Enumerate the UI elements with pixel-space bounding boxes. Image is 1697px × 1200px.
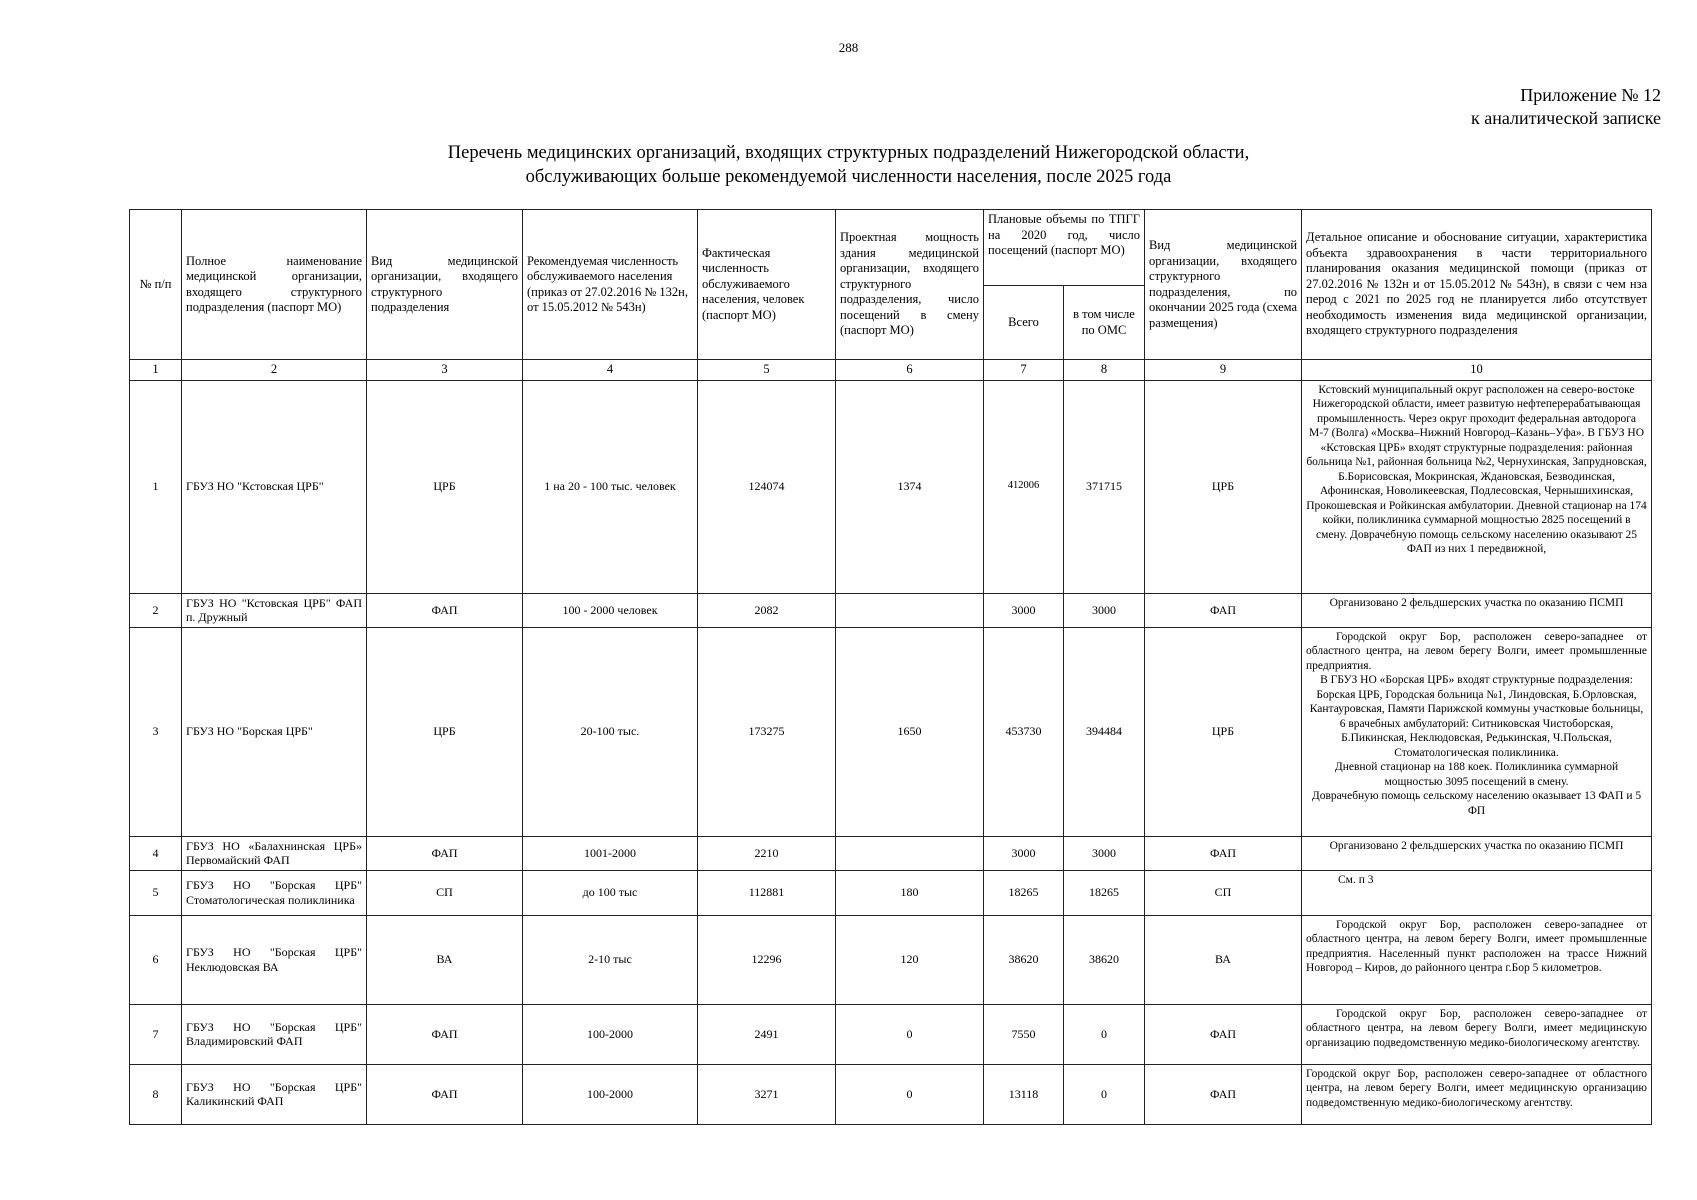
row-number: 4 (130, 836, 182, 870)
recommended-population: до 100 тыс (523, 870, 698, 915)
design-capacity (836, 593, 984, 627)
planned-oms: 38620 (1064, 915, 1145, 1004)
recommended-population: 2-10 тыс (523, 915, 698, 1004)
description-paragraph: Городской округ Бор, расположен северо-западнее от областного центра, на левом берегу Волги, имеет промышленные предприятия. (1306, 630, 1648, 672)
situation-description: См. п 3 (1302, 870, 1652, 915)
actual-population: 2210 (698, 836, 836, 870)
organizations-table (129, 209, 1652, 1125)
planned-total: 412006 (984, 380, 1064, 593)
row-number: 1 (130, 380, 182, 593)
column-number: 9 (1145, 360, 1302, 381)
header-col-type: Вид медицинской организации, входящего структурного подразделения (367, 210, 523, 360)
organization-type: ФАП (367, 836, 523, 870)
type-after-2025: СП (1145, 870, 1302, 915)
type-after-2025: ЦРБ (1145, 627, 1302, 836)
design-capacity: 1650 (836, 627, 984, 836)
organization-name: ГБУЗ НО "Борская ЦРБ" Стоматологическая поликлиника (182, 870, 367, 915)
column-number: 1 (130, 360, 182, 381)
design-capacity: 1374 (836, 380, 984, 593)
type-after-2025: ФАП (1145, 1064, 1302, 1124)
table-row (130, 870, 1652, 915)
column-number: 7 (984, 360, 1064, 381)
type-after-2025: ФАП (1145, 836, 1302, 870)
actual-population: 2491 (698, 1004, 836, 1064)
actual-population: 112881 (698, 870, 836, 915)
planned-total: 7550 (984, 1004, 1064, 1064)
column-number: 5 (698, 360, 836, 381)
organization-name: ГБУЗ НО "Борская ЦРБ" Каликинский ФАП (182, 1064, 367, 1124)
header-col-capacity: Проектная мощность здания медицинской организации, входящего структурного подразделения, число посещений в смену (паспорт МО) (836, 210, 984, 360)
page-number: 288 (838, 40, 859, 55)
design-capacity: 180 (836, 870, 984, 915)
column-number: 10 (1302, 360, 1652, 381)
organization-name: ГБУЗ НО «Балахнинская ЦРБ» Первомайский ФАП (182, 836, 367, 870)
organization-name: ГБУЗ НО "Кстовская ЦРБ" ФАП п. Дружный (182, 593, 367, 627)
row-number: 2 (130, 593, 182, 627)
type-after-2025: ВА (1145, 915, 1302, 1004)
actual-population: 2082 (698, 593, 836, 627)
table-row (130, 627, 1652, 836)
type-after-2025: ЦРБ (1145, 380, 1302, 593)
table-row (130, 593, 1652, 627)
planned-total: 18265 (984, 870, 1064, 915)
situation-description: Организовано 2 фельдшерских участка по оказанию ПСМП (1302, 836, 1652, 870)
planned-total: 3000 (984, 836, 1064, 870)
row-number: 5 (130, 870, 182, 915)
design-capacity: 0 (836, 1064, 984, 1124)
recommended-population: 1001-2000 (523, 836, 698, 870)
planned-oms: 3000 (1064, 593, 1145, 627)
header-col-type-2025: Вид медицинской организации, входящего структурного подразделения, по окончании 2025 года (схема размещения) (1145, 210, 1302, 360)
organization-type: ЦРБ (367, 627, 523, 836)
appendix-line-2: к аналитической записке (1471, 108, 1661, 128)
title-line-1: Перечень медицинских организаций, входящих структурных подразделений Нижегородской области, (447, 143, 1250, 163)
column-number: 3 (367, 360, 523, 381)
planned-oms: 0 (1064, 1004, 1145, 1064)
table-row (130, 1004, 1652, 1064)
actual-population: 12296 (698, 915, 836, 1004)
actual-population: 173275 (698, 627, 836, 836)
table-row (130, 380, 1652, 593)
header-col-total: Всего (984, 286, 1064, 360)
planned-total: 38620 (984, 915, 1064, 1004)
recommended-population: 100 - 2000 человек (523, 593, 698, 627)
header-col-name: Полное наименование медицинской организации, входящего структурного подразделения (паспорт МО) (182, 210, 367, 360)
situation-description: Городской округ Бор, расположен северо-западнее от областного центра, на левом берегу Волги, имеет медицинскую организацию подведомственную медико-биологическому агентству. (1302, 1064, 1652, 1124)
column-number: 4 (523, 360, 698, 381)
recommended-population: 100-2000 (523, 1004, 698, 1064)
organization-name: ГБУЗ НО "Кстовская ЦРБ" (182, 380, 367, 593)
planned-oms: 0 (1064, 1064, 1145, 1124)
organization-name: ГБУЗ НО "Борская ЦРБ" (182, 627, 367, 836)
column-number: 8 (1064, 360, 1145, 381)
planned-oms: 3000 (1064, 836, 1145, 870)
actual-population: 3271 (698, 1064, 836, 1124)
type-after-2025: ФАП (1145, 593, 1302, 627)
organization-type: ФАП (367, 593, 523, 627)
appendix-label (1471, 84, 1661, 130)
description-paragraph: Доврачебную помощь сельскому населению оказывает 13 ФАП и 5 ФП (1311, 790, 1642, 817)
header-col-description: Детальное описание и обоснование ситуации, характеристика объекта здравоохранения в части территориального планирования оказания медицинской помощи (приказ от 27.02.2016 № 132н и от 15.05.2012 № 543н), в связи с чем нза перод с 2021 по 2025 год не планируется либо отсутствует необходимость изменения вида медицинской организации, входящего структурного подразделения (1302, 210, 1652, 360)
table-row (130, 836, 1652, 870)
design-capacity (836, 836, 984, 870)
column-numbers-row (130, 360, 1652, 381)
description-paragraph: Дневной стационар на 188 коек. Поликлиника суммарной мощностью 3095 посещений в смену. (1334, 761, 1619, 788)
header-col-planned-volumes: Плановые объемы по ТПГГ на 2020 год, число посещений (паспорт МО) (984, 210, 1145, 286)
appendix-line-1: Приложение № 12 (1520, 85, 1661, 105)
planned-oms: 18265 (1064, 870, 1145, 915)
organization-name: ГБУЗ НО "Борская ЦРБ" Неклюдовская ВА (182, 915, 367, 1004)
header-col-number: № п/п (130, 210, 182, 360)
planned-oms: 371715 (1064, 380, 1145, 593)
organization-type: ФАП (367, 1004, 523, 1064)
row-number: 8 (130, 1064, 182, 1124)
organization-type: ФАП (367, 1064, 523, 1124)
planned-total: 3000 (984, 593, 1064, 627)
table-row (130, 915, 1652, 1004)
row-number: 6 (130, 915, 182, 1004)
situation-description (1302, 627, 1652, 836)
organization-name: ГБУЗ НО "Борская ЦРБ" Владимировский ФАП (182, 1004, 367, 1064)
situation-description: Городской округ Бор, расположен северо-западнее от областного центра, на левом берегу Волги, имеет промышленные предприятия. Населенный пункт расположен на трассе Нижний Новгород – Киров, до районного центра г.Бор 5 километров. (1302, 915, 1652, 1004)
table-row (130, 1064, 1652, 1124)
row-number: 7 (130, 1004, 182, 1064)
situation-description: Кстовский муниципальный округ расположен на северо-востоке Нижегородской области, имеет развитую нефтеперерабатывающая промышленность. Через округ проходит федеральная автодорога М-7 (Волга) «Москва–Нижний Новгород–Казань–Уфа». В ГБУЗ НО «Кстовская ЦРБ» входят структурные подразделения: районная больница №1, районная больница №2, Чернухинская, Запрудновская, Б.Борисовская, Мокринская, Ждановская, Безводинская, Афонинская, Новоликеевская, Подлесовская, Чернышихинская, Прокошевская и Ройкинская амбулатории. Дневной стационар на 174 койки, поликлиника суммарной мощностью 2825 посещений в смену. Доврачебную помощь сельскому населению оказывают 25 ФАП из них 1 передвижной, (1302, 380, 1652, 593)
organization-type: ЦРБ (367, 380, 523, 593)
planned-oms: 394484 (1064, 627, 1145, 836)
design-capacity: 120 (836, 915, 984, 1004)
header-col-oms: в том числе по ОМС (1064, 286, 1145, 360)
planned-total: 13118 (984, 1064, 1064, 1124)
column-number: 6 (836, 360, 984, 381)
actual-population: 124074 (698, 380, 836, 593)
situation-description: Городской округ Бор, расположен северо-западнее от областного центра, на левом берегу Волги, имеет медицинскую организацию подведомственную медико-биологическому агентству. (1302, 1004, 1652, 1064)
type-after-2025: ФАП (1145, 1004, 1302, 1064)
recommended-population: 20-100 тыс. (523, 627, 698, 836)
situation-description: Организовано 2 фельдшерских участка по оказанию ПСМП (1302, 593, 1652, 627)
design-capacity: 0 (836, 1004, 984, 1064)
header-col-actual: Фактическая численность обслуживаемого населения, человек (паспорт МО) (698, 210, 836, 360)
recommended-population: 1 на 20 - 100 тыс. человек (523, 380, 698, 593)
organization-type: СП (367, 870, 523, 915)
column-number: 2 (182, 360, 367, 381)
document-title (0, 141, 1697, 189)
row-number: 3 (130, 627, 182, 836)
recommended-population: 100-2000 (523, 1064, 698, 1124)
organization-type: ВА (367, 915, 523, 1004)
planned-total: 453730 (984, 627, 1064, 836)
description-paragraph: В ГБУЗ НО «Борская ЦРБ» входят структурные подразделения: Борская ЦРБ, Городская больница №1, Линдовская, Б.Орловская, Кантауровская, Памяти Парижской коммуны участковые больницы, 6 врачебных амбулаторий: Ситниковская Чистоборская, Б.Пикинская, Неклюдовская, Редькинская, Ч.Польская, Стоматологическая поликлиника. (1309, 674, 1644, 759)
header-col-recommended: Рекомендуемая численность обслуживаемого населения (приказ от 27.02.2016 № 132н, от 15.05.2012 № 543н) (523, 210, 698, 360)
title-line-2: обслуживающих больше рекомендуемой численности населения, после 2025 года (525, 167, 1172, 187)
